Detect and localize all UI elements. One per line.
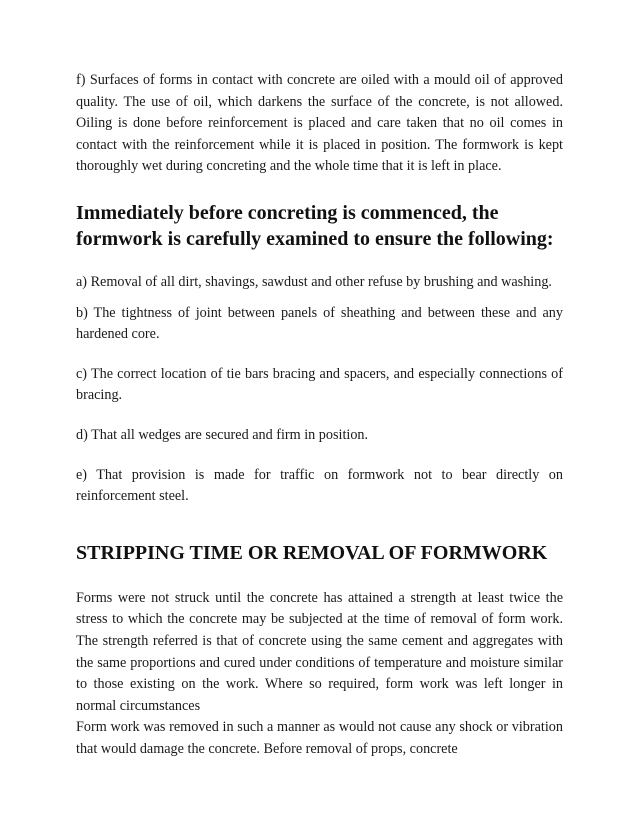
paragraph-c-tie-bar-location: c) The correct location of tie bars bracing and spacers, and especially connections of bracing. — [76, 365, 563, 404]
document-page — [76, 70, 563, 760]
paragraph-a-removal-of-dirt: a) Removal of all dirt, shavings, sawdust and other refuse by brushing and washing. — [76, 273, 552, 290]
paragraph-d-wedges-secured: d) That all wedges are secured and firm in position. — [76, 426, 369, 443]
heading-stripping-time: STRIPPING TIME OR REMOVAL OF FORMWORK — [76, 541, 548, 564]
paragraph-f-oiling: f) Surfaces of forms in contact with concrete are oiled with a mould oil of approved quality. The use of oil, which darkens the surface of the concrete, is not allowed. Oiling is done before reinforcement is placed and care taken that no oil comes in contact with the reinforcement while it is placed in position. The formwork is kept thoroughly wet during concreting and the whole time that it is left in place. — [76, 72, 563, 175]
heading-formwork-examination: Immediately before concreting is commenced, the formwork is carefully examined to ensure the following: — [76, 201, 554, 250]
paragraph-stripping-removal: Form work was removed in such a manner as would not cause any shock or vibration that would damage the concrete. Before removal of props, concrete — [76, 719, 563, 757]
paragraph-e-traffic-provision: e) That provision is made for traffic on formwork not to bear directly on reinforcement steel. — [76, 466, 563, 505]
paragraph-stripping-strength: Forms were not struck until the concrete has attained a strength at least twice the stress to which the concrete may be subjected at the time of removal of form work. The strength referred is that of concrete using the same cement and aggregates with the same proportions and cured under conditions of temperature and moisture similar to those existing on the work. Where so required, form work was left longer in normal circumstances — [76, 589, 563, 714]
paragraph-b-joint-tightness: b) The tightness of joint between panels of sheathing and between these and any hardened core. — [76, 304, 563, 343]
